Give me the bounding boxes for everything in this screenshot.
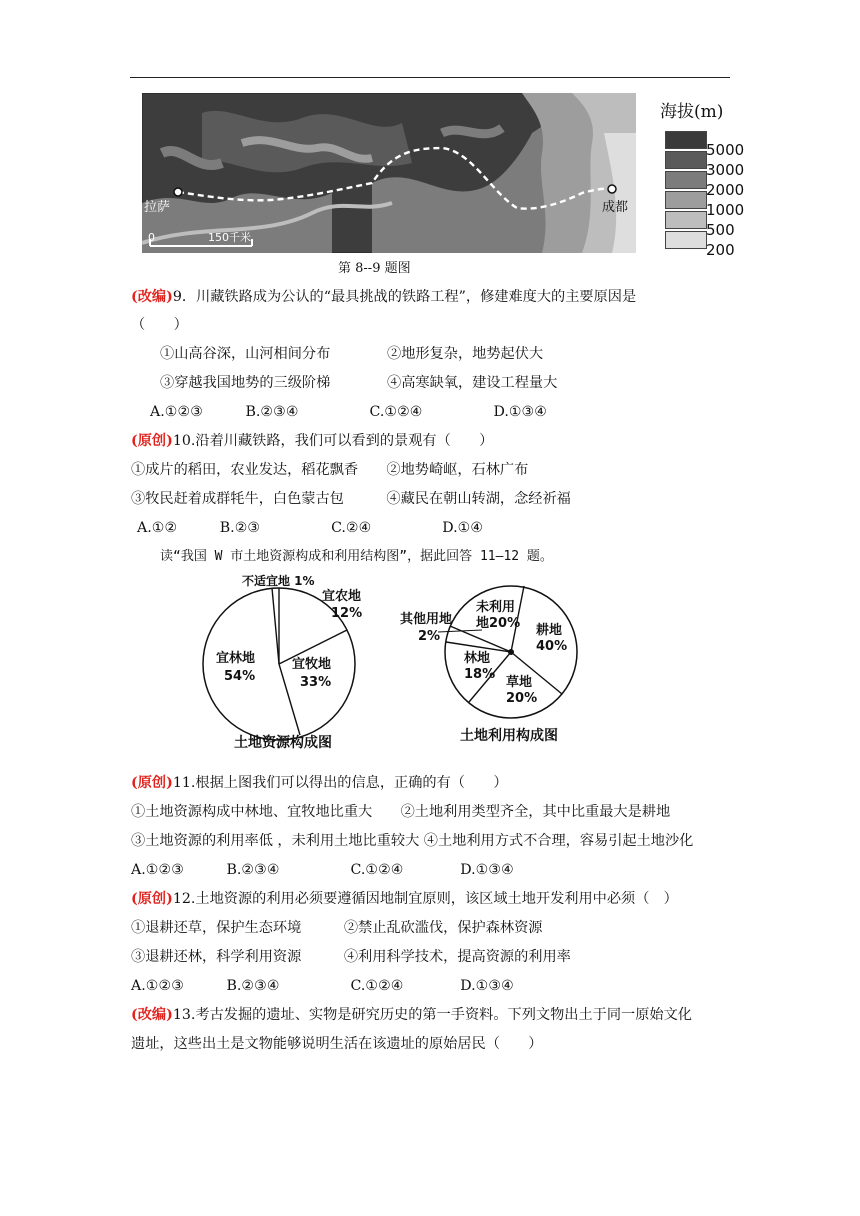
pie-chart-landuse — [396, 578, 596, 733]
pie1-label-farmland: 宜农地 — [322, 589, 362, 604]
q9-options-row2: ③穿越我国地势的三级阶梯 ④高寒缺氧，建设工程量大 — [160, 375, 558, 391]
scale-zero: 0 — [148, 231, 155, 244]
pie1-title: 土地资源构成图 — [234, 735, 332, 751]
pie2-value-grass: 20% — [506, 691, 538, 706]
pie1-label-unsuitable: 不适宜地 1% — [242, 574, 315, 588]
q10-options-row1: ①成片的稻田，农业发达，稻花飘香 ②地势崎岖，石林广布 — [131, 462, 529, 478]
legend-value: 500 — [706, 221, 735, 239]
q9-stem — [131, 287, 636, 307]
pie1-label-forest: 宜林地 — [216, 651, 256, 666]
pie1-label-pasture: 宜牧地 — [292, 657, 332, 672]
pie1-value-farmland: 12% — [331, 606, 363, 621]
q10-tag: (原创) — [131, 433, 173, 449]
q10-options-row2: ③牧民赶着成群牦牛，白色蒙古包 ④藏民在朝山转湖，念经祈福 — [131, 491, 571, 507]
legend-swatch-5000 — [665, 131, 707, 149]
q13-stem-line2: 遗址，这些出土是文物能够说明生活在该遗址的原始居民（ ） — [131, 1036, 543, 1052]
pie2-value-other: 2% — [418, 629, 441, 644]
pie1-value-forest: 54% — [224, 669, 256, 684]
q12-tag: (原创) — [131, 891, 173, 907]
legend-swatch-500 — [665, 211, 707, 229]
city-label-lhasa: 拉萨 — [144, 200, 171, 215]
legend-value: 5000 — [706, 141, 745, 159]
q9-bracket: （ ） — [131, 317, 188, 333]
pie2-value-arable: 40% — [536, 639, 568, 654]
city-label-chengdu: 成都 — [602, 200, 629, 215]
legend-value: 1000 — [706, 201, 745, 219]
header-rule — [130, 77, 730, 78]
legend-value: 200 — [706, 241, 735, 259]
pie-chart-resources — [196, 570, 396, 755]
q11-tag: (原创) — [131, 775, 173, 791]
chengdu-marker-icon — [608, 185, 616, 193]
q13-stem — [131, 1005, 692, 1025]
q13-stem-text: 13.考古发掘的遗址、实物是研究历史的第一手资料。下列文物出土于同一原始文化 — [172, 1007, 692, 1023]
q11-stem — [131, 773, 508, 793]
legend-value: 2000 — [706, 181, 745, 199]
legend-swatch-2000 — [665, 171, 707, 189]
legend-swatch-200 — [665, 231, 707, 249]
q9-stem-text: 9．川藏铁路成为公认的“最具挑战的铁路工程”，修建难度大的主要原因是 — [172, 289, 637, 305]
pie2-label-other: 其他用地 — [400, 612, 453, 627]
q10-stem — [131, 431, 493, 451]
legend-value: 3000 — [706, 161, 745, 179]
lhasa-marker-icon — [174, 188, 182, 196]
scale-label: 150千米 — [208, 231, 251, 244]
map-caption: 第 8--9 题图 — [338, 261, 411, 276]
legend-swatch-3000 — [665, 151, 707, 169]
pie2-label-unused: 未利用 — [476, 600, 516, 615]
relief-map — [142, 93, 636, 253]
pie2-label-forest: 林地 — [464, 651, 491, 666]
q11-options-row2: ③土地资源的利用率低 ，未利用土地比重较大 ④土地利用方式不合理，容易引起土地沙化 — [131, 833, 694, 849]
q10-choices: A.①② B.②③ C.②④ D.①④ — [137, 520, 484, 536]
q11-choices: A.①②③ B.②③④ C.①②④ D.①③④ — [131, 862, 514, 878]
pie2-label-arable: 耕地 — [536, 623, 563, 638]
pie2-value-unused: 地20% — [476, 616, 521, 631]
pie1-value-pasture: 33% — [300, 675, 332, 690]
q11-stem-text: 11.根据上图我们可以得出的信息，正确的有（ ） — [172, 775, 508, 791]
q9-tag: (改编) — [131, 289, 173, 305]
q11-options-row1: ①土地资源构成中林地、宜牧地比重大 ②土地利用类型齐全，其中比重最大是耕地 — [131, 804, 671, 820]
q9-options-row1: ①山高谷深，山河相间分布 ②地形复杂，地势起伏大 — [160, 346, 544, 362]
pie2-title: 土地利用构成图 — [460, 728, 558, 744]
q10-stem-text: 10.沿着川藏铁路，我们可以看到的景观有（ ） — [172, 433, 494, 449]
q12-stem-text: 12.土地资源的利用必须要遵循因地制宜原则，该区域土地开发利用中必须（ ） — [172, 891, 678, 907]
legend-title: 海拔(m) — [660, 102, 724, 122]
q12-choices: A.①②③ B.②③④ C.①②④ D.①③④ — [131, 978, 514, 994]
intro-text: 读“我国 W 市土地资源构成和利用结构图”，据此回答 11—12 题。 — [160, 549, 553, 564]
q12-options-row1: ①退耕还草，保护生态环境 ②禁止乱砍滥伐，保护森林资源 — [131, 920, 543, 936]
q12-options-row2: ③退耕还林，科学利用资源 ④利用科学技术，提高资源的利用率 — [131, 949, 571, 965]
q13-tag: (改编) — [131, 1007, 173, 1023]
q9-choices: A.①②③ B.②③④ C.①②④ D.①③④ — [150, 404, 547, 420]
legend-swatch-1000 — [665, 191, 707, 209]
q12-stem — [131, 889, 678, 909]
pie2-value-forest: 18% — [464, 667, 496, 682]
pie2-label-grass: 草地 — [506, 675, 533, 690]
